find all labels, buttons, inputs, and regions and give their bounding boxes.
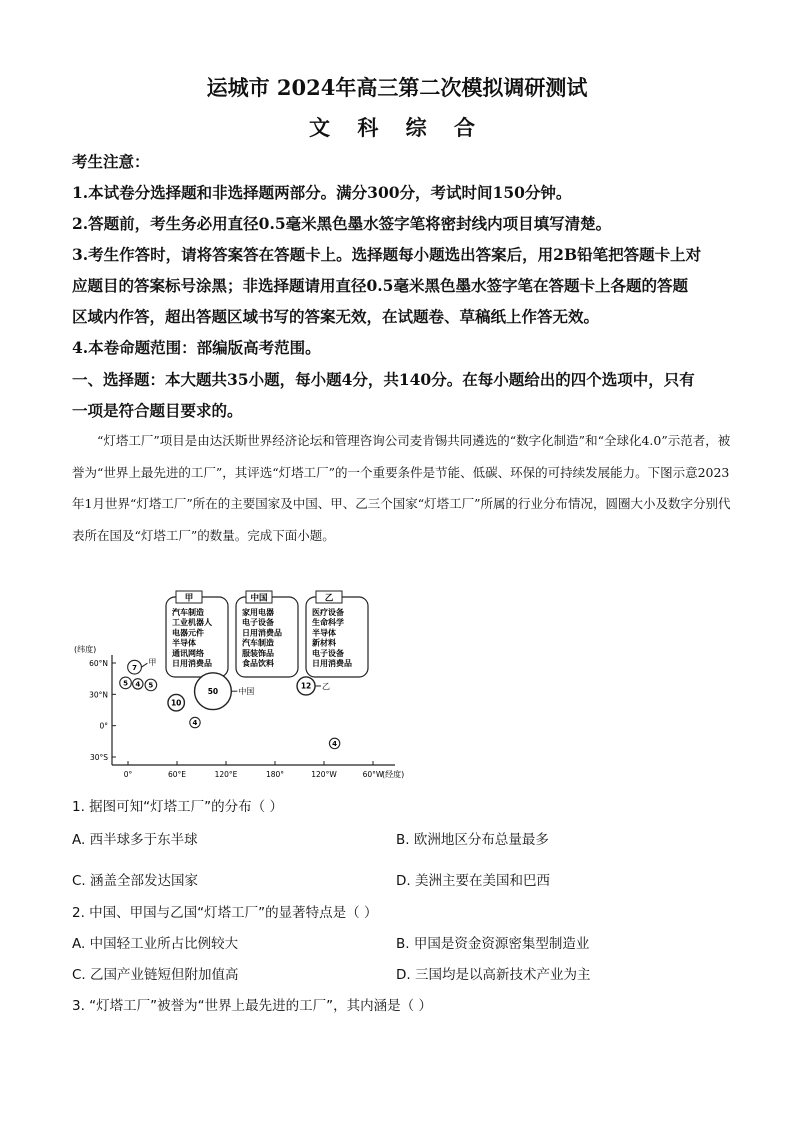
country-count: 10 bbox=[170, 698, 182, 708]
industry-item: 半导体 bbox=[172, 638, 196, 648]
notice-item: 4.本卷命题范围：部编版高考范围。 bbox=[72, 338, 321, 357]
country-count: 50 bbox=[207, 686, 219, 696]
x-tick-label: 0° bbox=[123, 770, 133, 779]
country-count: 12 bbox=[300, 681, 312, 691]
country-label: 甲 bbox=[148, 658, 157, 668]
industry-item: 电器元件 bbox=[172, 628, 204, 638]
exam-subject: 文 科 综 合 bbox=[309, 115, 485, 140]
industry-item: 日用消费品 bbox=[242, 628, 282, 638]
section-heading: 一、选择题：本大题共35小题，每小题4分，共140分。在每小题给出的四个选项中，只有 bbox=[72, 370, 695, 389]
industry-item: 服装饰品 bbox=[242, 648, 274, 658]
industry-item: 汽车制造 bbox=[242, 638, 274, 648]
x-tick-label: 120°W bbox=[311, 770, 337, 779]
option-a[interactable]: A. 西半球多于东半球 bbox=[72, 832, 198, 848]
y-tick-label: 30°S bbox=[89, 753, 108, 762]
industry-item: 生命科学 bbox=[312, 618, 344, 628]
industry-item: 食品饮料 bbox=[242, 659, 274, 668]
option-b[interactable]: B. 欧洲地区分布总量最多 bbox=[396, 832, 549, 848]
x-tick-label: 60°E bbox=[167, 770, 187, 779]
option-c[interactable]: C. 涵盖全部发达国家 bbox=[72, 873, 199, 889]
question-stem: 2. 中国、甲国与乙国“灯塔工厂”的显著特点是（ ） bbox=[72, 905, 378, 921]
y-tick-label: 0° bbox=[99, 721, 108, 731]
y-axis-title: (纬度) bbox=[74, 645, 97, 654]
notice-item: 3.考生作答时，请将答案答在答题卡上。选择题每小题选出答案后，用2B铅笔把答题卡上对 bbox=[72, 245, 702, 264]
industry-item: 半导体 bbox=[312, 628, 336, 638]
question-stem: 3. “灯塔工厂”被誉为“世界上最先进的工厂”，其内涵是（ ） bbox=[72, 998, 432, 1014]
country-label: 乙 bbox=[322, 681, 331, 691]
country-count: 5 bbox=[148, 681, 154, 690]
country-count: 7 bbox=[132, 663, 137, 672]
industry-box-title: 中国 bbox=[250, 593, 268, 604]
option-d[interactable]: D. 美洲主要在美国和巴西 bbox=[396, 873, 550, 889]
industry-item: 电子设备 bbox=[312, 648, 344, 658]
industry-item: 通讯网络 bbox=[172, 648, 204, 658]
industry-item: 日用消费品 bbox=[172, 659, 212, 668]
exam-title: 运城市 2024年高三第二次模拟调研测试 bbox=[206, 75, 588, 100]
country-count: 5 bbox=[123, 679, 128, 688]
x-tick-label: 180° bbox=[265, 770, 285, 779]
notice-item: 1.本试卷分选择题和非选择题两部分。满分300分，考试时间150分钟。 bbox=[72, 183, 572, 202]
industry-box-title: 乙 bbox=[324, 593, 334, 604]
country-count: 4 bbox=[192, 719, 198, 728]
country-leader bbox=[141, 663, 147, 667]
option-a[interactable]: A. 中国轻工业所占比例较大 bbox=[72, 936, 239, 952]
option-b[interactable]: B. 甲国是资金资源密集型制造业 bbox=[396, 936, 590, 952]
industry-item: 新材料 bbox=[312, 638, 336, 648]
option-d[interactable]: D. 三国均是以高新技术产业为主 bbox=[396, 967, 591, 983]
industry-item: 汽车制造 bbox=[172, 608, 204, 617]
country-count: 4 bbox=[332, 740, 338, 749]
x-tick-label: 60°W bbox=[362, 770, 384, 779]
y-tick-label: 60°N bbox=[89, 659, 108, 668]
country-count: 4 bbox=[135, 680, 141, 689]
question-stem: 1. 据图可知“灯塔工厂”的分布（ ） bbox=[72, 799, 283, 815]
industry-item: 工业机器人 bbox=[172, 618, 212, 628]
passage-text: “灯塔工厂”项目是由达沃斯世界经济论坛和管理咨询公司麦肯锡共同遴选的“数字化制造”和“全球化4.0”示范者，被誉为“世界上最先进的工厂”，其评选“灯塔工厂”的一个重要条件是节能、低碳、环保的可持续发展能力。下图示意2023年1月世界“灯塔工厂”所在的主要国家及中国、甲、乙三个国家“灯塔工厂”所属的行业分布情况，圆圈大小及数字分别代表所在国及“灯塔工厂”的数量。完成下面小题。 bbox=[72, 433, 731, 543]
x-tick-label: 120°E bbox=[214, 770, 238, 779]
option-c[interactable]: C. 乙国产业链短但附加值高 bbox=[72, 967, 239, 983]
y-tick-label: 30°N bbox=[89, 690, 108, 700]
industry-item: 家用电器 bbox=[242, 608, 274, 617]
x-axis-title: (经度) bbox=[382, 770, 405, 779]
industry-item: 电子设备 bbox=[242, 618, 274, 628]
notice-item: 区域内作答，超出答题区域书写的答案无效，在试题卷、草稿纸上作答无效。 bbox=[72, 307, 600, 326]
industry-item: 医疗设备 bbox=[312, 608, 344, 617]
industry-item: 日用消费品 bbox=[312, 659, 352, 668]
lighthouse-factory-figure bbox=[70, 585, 410, 785]
notice-heading: 考生注意： bbox=[72, 152, 150, 171]
notice-item: 2.答题前，考生务必用直径0.5毫米黑色墨水签字笔将密封线内项目填写清楚。 bbox=[72, 214, 612, 233]
notice-item: 应题目的答案标号涂黑；非选择题请用直径0.5毫米黑色墨水签字笔在答题卡上各题的答题 bbox=[72, 276, 688, 295]
section-heading-cont: 一项是符合题目要求的。 bbox=[72, 401, 243, 420]
country-label: 中国 bbox=[238, 687, 255, 697]
industry-box-title: 甲 bbox=[184, 593, 194, 604]
